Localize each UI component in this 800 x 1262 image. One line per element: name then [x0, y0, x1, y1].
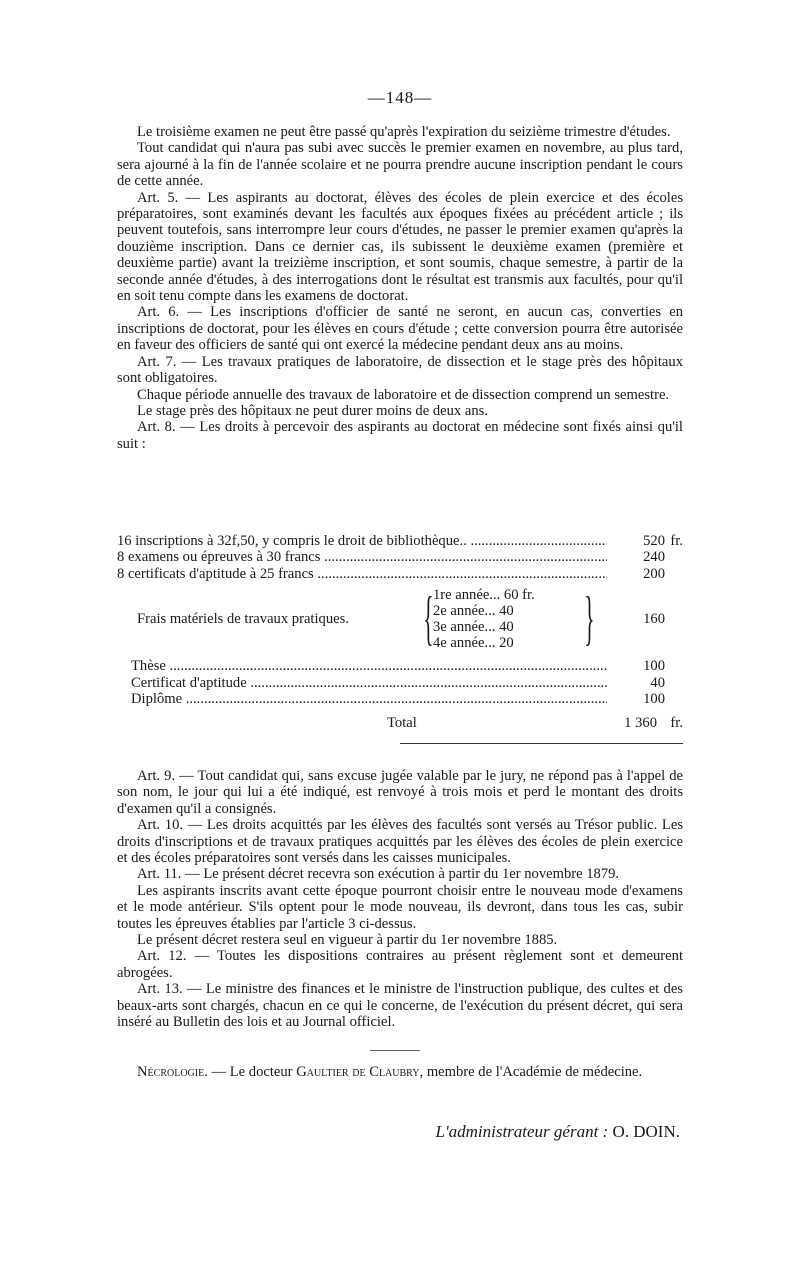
year-amount: 20 [499, 635, 514, 652]
signature-name: O. DOIN. [612, 1122, 680, 1141]
brace-left: { [423, 585, 434, 652]
fee-currency: fr. [670, 533, 683, 549]
paragraph: Chaque période annuelle des travaux de laboratoire et de dissection comprend un semestre. [137, 386, 670, 403]
fee-amount: 100 [643, 658, 665, 675]
fee-label: 8 certificats d'aptitude à 25 francs ..... [117, 566, 607, 582]
fees-table [117, 533, 683, 733]
paragraph: Le présent décret restera seul en vigueur à partir du 1er novembre 1885. [137, 932, 558, 949]
paragraph: Le troisième examen ne peut être passé qu'après l'expiration du seizième trimestre d'études. [137, 124, 671, 140]
practical-works-fees [117, 585, 683, 655]
page-number: —148— [367, 88, 433, 107]
practical-year-row [433, 587, 535, 603]
necrology-paragraph [117, 1064, 683, 1080]
fee-row [117, 675, 683, 691]
fee-label: Certificat d'aptitude ..... [117, 675, 607, 691]
paragraph: Art. 8. — Les droits à percevoir des aspirants au doctorat en médecine sont fixés ainsi qu'il suit : [117, 419, 683, 452]
fee-label: 8 examens ou épreuves à 30 francs ..... [117, 549, 607, 565]
separator-rule [370, 1050, 420, 1051]
necrology-name: Gaultier de Claubry, [296, 1064, 424, 1080]
total-label: Total ..... [117, 715, 599, 733]
paragraph: Art. 5. — Les aspirants au doctorat, élèves des écoles de plein exercice et des écoles préparatoires, sont examinés devant les facultés aux époques fixées au précédent article ; ils peuvent toutefois, sans interrompre leur cours d'études, ne passer le premier examen qu'après la douzième inscription. Dans ce dernier cas, ils subissent le deuxième examen (première et deuxième partie) avant la treizième inscription, et sont soumis, chaque semestre, à partir de la seconde année d'études, à des interrogations dont le résultat est transmis aux facultés, pour qu'il en soit tenu compte dans les examens de doctorat. [117, 189, 683, 305]
paragraph: Art. 13. — Le ministre des finances et le ministre de l'instruction publique, des cultes et des beaux-arts sont chargés, chacun en ce qui le concerne, de l'exécution du présent décret, qui sera inséré au Bulletin des lois et au Journal officiel. [117, 981, 683, 1031]
year-label: 2e année... [433, 603, 496, 620]
signature-title: L'administrateur gérant : [435, 1122, 609, 1141]
fee-row [117, 691, 683, 707]
fee-label: Thèse ..... [117, 658, 607, 674]
paragraph: Les aspirants inscrits avant cette époque pourront choisir entre le nouveau mode d'examens et le mode antérieur. S'ils optent pour le mode nouveau, ils devront, dans tous les cas, subir toutes les épreuves établies par l'article 3 ci-dessus. [117, 882, 683, 932]
paragraph: Art. 6. — Les inscriptions d'officier de santé ne seront, en aucun cas, converties en inscriptions de doctorat, pour les élèves en cours d'étude ; cette conversion pourra être autorisée en faveur des officiers de santé qui ont exercé la médecine pendant deux ans au moins. [117, 304, 683, 354]
year-label: 4e année... [433, 635, 496, 652]
paragraph: Art. 7. — Les travaux pratiques de laboratoire, de dissection et le stage près des hôpitaux sont obligatoires. [117, 353, 683, 387]
year-amount: 40 [499, 603, 514, 620]
signature [340, 1122, 680, 1142]
year-amount: 40 [499, 619, 514, 636]
year-label: 1re année... [433, 587, 501, 604]
total-rule [400, 743, 683, 744]
paragraph: Le stage près des hôpitaux ne peut durer moins de deux ans. [137, 402, 488, 419]
fee-amount: 40 [650, 674, 665, 691]
text-block-top [117, 124, 683, 452]
practical-works-label: Frais matériels de travaux pratiques. [137, 611, 349, 628]
paragraph: Art. 12. — Toutes les dispositions contraires au présent règlement sont et demeurent abrogées. [117, 948, 683, 981]
necrology-text-before: Le docteur [226, 1064, 297, 1080]
paragraph: Art. 11. — Le présent décret recevra son exécution à partir du 1er novembre 1879. [137, 866, 620, 883]
fee-label: Diplôme ..... [117, 691, 607, 707]
paragraph: Art. 9. — Tout candidat qui, sans excuse jugée valable par le jury, ne répond pas à l'appel de son nom, le jour qui lui a été indiqué, est renvoyé à trois mois et perd le montant des droits d'examen qu'il a consignés. [117, 768, 683, 817]
fee-label: 16 inscriptions à 32f,50, y compris le droit de bibliothèque.. ..... [117, 533, 607, 549]
necrology-text-after: membre de l'Académie de médecine. [423, 1064, 643, 1080]
necrology [117, 1064, 683, 1080]
fee-row [117, 549, 683, 565]
practical-year-row [433, 635, 535, 651]
fee-row [117, 658, 683, 674]
paragraph: Art. 10. — Les droits acquittés par les élèves des facultés sont versés au Trésor public. Les droits d'inscriptions et de travaux pratiques acquittés par les élèves des écoles de plein exercice et des écoles préparatoires sont versés dans les caisses municipales. [117, 817, 683, 867]
fee-amount: 240 [643, 549, 665, 566]
fee-amount: 200 [643, 565, 665, 582]
fee-amount: 100 [643, 690, 665, 707]
text-block-bottom [117, 768, 683, 1031]
total-amount: 1 360 [624, 715, 657, 732]
fee-currency [665, 549, 683, 565]
fee-amount: 520 [643, 533, 665, 549]
practical-year-row [433, 619, 535, 635]
necrology-heading: Nécrologie. — [137, 1064, 227, 1080]
fee-total-row [117, 715, 683, 733]
practical-total: 160 [643, 611, 665, 628]
practical-years-list [433, 587, 535, 651]
fee-row [117, 566, 683, 582]
total-currency: fr. [670, 715, 683, 732]
practical-year-row [433, 603, 535, 619]
year-label: 3e année... [433, 619, 496, 636]
fee-row [117, 533, 683, 549]
year-amount: 60 fr. [503, 587, 535, 604]
brace-right: } [584, 585, 595, 652]
paragraph: Tout candidat qui n'aura pas subi avec succès le premier examen en novembre, au plus tard, sera ajourné à la fin de l'année scolaire et ne pourra prendre aucune inscription pendant le cours de cette année. [117, 140, 683, 190]
fee-currency [665, 566, 683, 582]
